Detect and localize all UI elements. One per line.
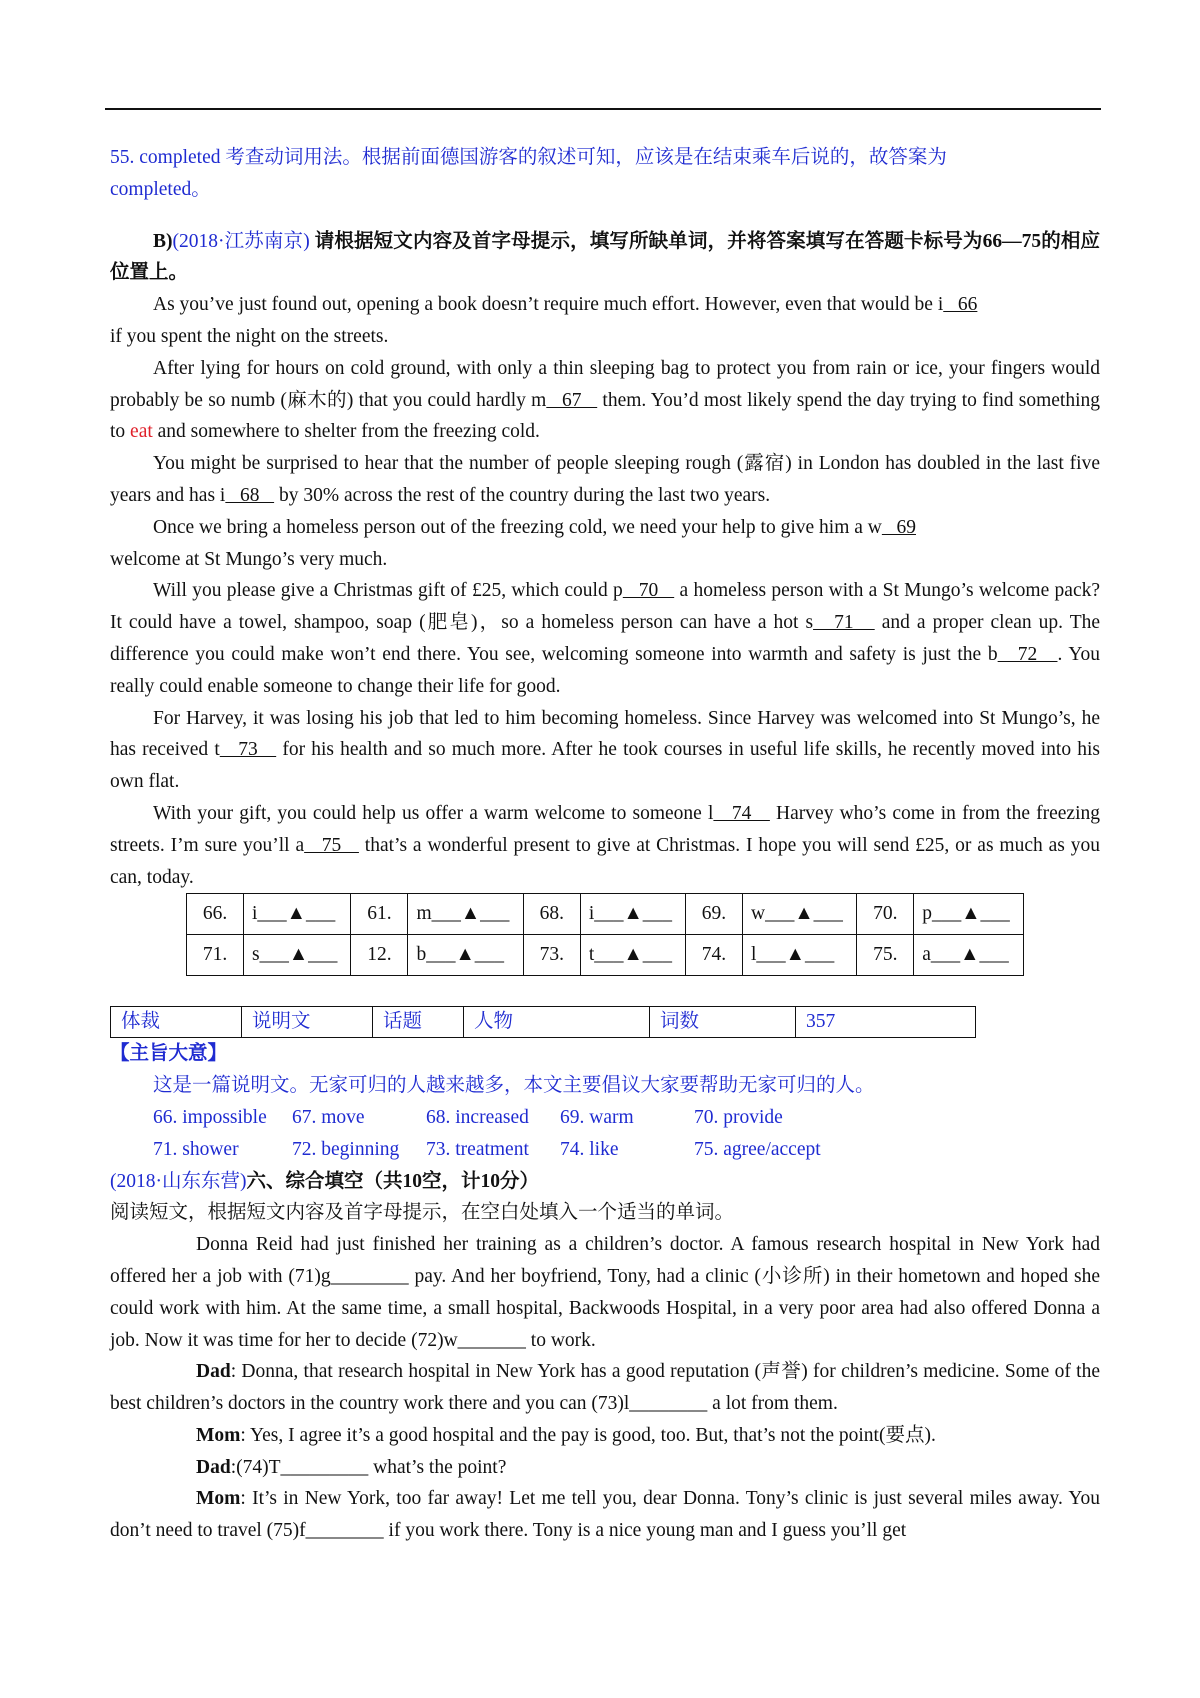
meta-wordcount-value: 357: [796, 1007, 976, 1038]
spacer: [110, 206, 1100, 226]
blank-73: 73: [219, 739, 277, 761]
answer-key: 66. impossible: [153, 1106, 267, 1128]
answer-keys-row-1: [110, 1102, 1100, 1134]
blank-74: 74: [713, 802, 770, 824]
meta-genre-value: 说明文: [242, 1007, 373, 1038]
answer-number: 71.: [187, 935, 244, 976]
blank-71: 71: [813, 612, 875, 634]
answer-key: 70. provide: [694, 1106, 783, 1128]
answer-key: 74. like: [560, 1138, 619, 1160]
meta-genre-label: 体裁: [111, 1007, 242, 1038]
answer-cell: a___▲___: [914, 935, 1024, 976]
answer-key: 68. increased: [426, 1106, 529, 1128]
answer-number: 66.: [187, 894, 244, 935]
answer-table: [186, 893, 1024, 976]
answer-keys-row-2: [110, 1134, 1100, 1166]
blank-75: 75: [304, 834, 359, 856]
answer-cell: w___▲___: [742, 894, 856, 935]
answer-cell: i___▲___: [244, 894, 351, 935]
answer-key: 72. beginning: [292, 1138, 400, 1160]
answer-number: 68.: [523, 894, 580, 935]
blank-68: 68: [225, 484, 275, 506]
answer-key: 73. treatment: [426, 1138, 529, 1160]
dialogue-mom-1: Mom: Yes, I agree it’s a good hospital and the pay is good, too. But, that’s not the point(要点).: [196, 1424, 936, 1446]
blank-72: 72: [997, 643, 1058, 665]
passage-paragraph-6: For Harvey, it was losing his job that led to him becoming homeless. Since Harvey was welcomed into St Mungo’s, he has received t 73 for his health and so much more. After he took courses in useful life skills, he recently moved into his own flat.: [110, 707, 1100, 793]
passage-paragraph-3: You might be surprised to hear that the number of people sleeping rough (露宿) in London has doubled in the last five years and has i 68 by 30% across the rest of the country during the last two years.: [110, 453, 1100, 506]
section-b-heading: B)(2018·江苏南京) 请根据短文内容及首字母提示，填写所缺单词，并将答案填写在答题卡标号为66—75的相应位置上。: [110, 230, 1101, 284]
header-rule: [105, 108, 1101, 110]
answer-number: 73.: [523, 935, 580, 976]
passage-paragraph-2: After lying for hours on cold ground, with only a thin sleeping bag to protect you from rain or ice, your fingers would probably be so numb (麻木的) that you could hardly m 67 them. You’d most likely spend the day trying to find something to eat and somewhere to shelter from the freezing cold.: [110, 357, 1100, 443]
passage-paragraph-4: Once we bring a homeless person out of the freezing cold, we need your help to give him a w 69 welcome at St Mungo’s very much.: [110, 516, 916, 570]
blank-70: 70: [622, 580, 675, 602]
section-6-heading: (2018·山东东营)六、综合填空（共10空，计10分）: [110, 1170, 539, 1192]
answer-number: 69.: [685, 894, 742, 935]
answer-key: 69. warm: [560, 1106, 634, 1128]
answer-key: 71. shower: [153, 1138, 239, 1160]
summary-heading: 【主旨大意】: [110, 1043, 228, 1065]
answer-key: 67. move: [292, 1106, 365, 1128]
answer-number: 74.: [685, 935, 742, 976]
answer-55: 55. completed 考查动词用法。根据前面德国游客的叙述可知，应该是在结束乘车后说的，故答案为 completed。: [110, 147, 947, 200]
dialogue-dad-2: Dad:(74)T_________ what’s the point?: [196, 1456, 507, 1478]
answer-table-row: [187, 894, 1024, 935]
answer-cell: b___▲___: [408, 935, 523, 976]
answer-cell: p___▲___: [914, 894, 1024, 935]
dialogue-mom-2: Mom: It’s in New York, too far away! Let me tell you, dear Donna. Tony’s clinic is just several miles away. You don’t need to travel (75)f________ if you work there. Tony is a nice young man and I guess you’ll get: [110, 1488, 1100, 1542]
answer-cell: s___▲___: [244, 935, 351, 976]
summary-text: 这是一篇说明文。无家可归的人越来越多，本文主要倡议大家要帮助无家可归的人。: [153, 1075, 875, 1097]
meta-row: [111, 1007, 976, 1038]
answer-cell: i___▲___: [580, 894, 685, 935]
document-page: [110, 142, 1100, 1547]
answer-cell: t___▲___: [580, 935, 685, 976]
blank-69: 69: [881, 516, 916, 538]
cloze-paragraph-1: Donna Reid had just finished her training as a children’s doctor. A famous research hospital in New York had offered her a job with (71)g________ pay. And her boyfriend, Tony, had a clinic (小诊所) in their hometown and hoped she could work with him. At the same time, a small hospital, Backwoods Hospital, in a very poor area had also offered Donna a job. Now it was time for her to decide (72)w_______ to work.: [110, 1234, 1100, 1351]
answer-cell: m___▲___: [408, 894, 523, 935]
blank-66: 66: [943, 294, 978, 316]
answer-number: 75.: [857, 935, 914, 976]
answer-table-row: [187, 935, 1024, 976]
dialogue-dad-1: Dad: Donna, that research hospital in New York has a good reputation (声誉) for children’s medicine. Some of the best children’s doctors in the country work there and you can (73)l________ a lot from them.: [110, 1361, 1100, 1415]
meta-wordcount-label: 词数: [650, 1007, 796, 1038]
passage-paragraph-5: Will you please give a Christmas gift of £25, which could p 70 a homeless person with a St Mungo’s welcome pack? It could have a towel, shampoo, soap (肥皂)，so a homeless person can have a hot s 71 and a proper clean up. The difference you could make won’t end there. You see, welcoming someone into warmth and safety is just the b 72 . You really could enable someone to change their life for good.: [110, 580, 1101, 697]
answer-number: 61.: [351, 894, 408, 935]
answer-number: 70.: [857, 894, 914, 935]
answer-key: 75. agree/accept: [694, 1138, 821, 1160]
passage-paragraph-7: With your gift, you could help us offer a warm welcome to someone l 74 Harvey who’s come in from the freezing streets. I’m sure you’ll a 75 that’s a wonderful present to give at Christmas. I hope you will send £25, or as much as you can, today.: [110, 802, 1101, 888]
section-6-instruction: 阅读短文，根据短文内容及首字母提示，在空白处填入一个适当的单词。: [110, 1202, 735, 1224]
answer-number: 12.: [351, 935, 408, 976]
passage-meta-table: [110, 1006, 976, 1038]
meta-topic-label: 话题: [373, 1007, 464, 1038]
meta-topic-value: 人物: [464, 1007, 650, 1038]
passage-paragraph-1: As you’ve just found out, opening a book doesn’t require much effort. However, even that would be i 66 if you spent the night on the streets.: [110, 294, 978, 347]
blank-67: 67: [546, 389, 598, 411]
answer-cell: l___▲___: [742, 935, 856, 976]
